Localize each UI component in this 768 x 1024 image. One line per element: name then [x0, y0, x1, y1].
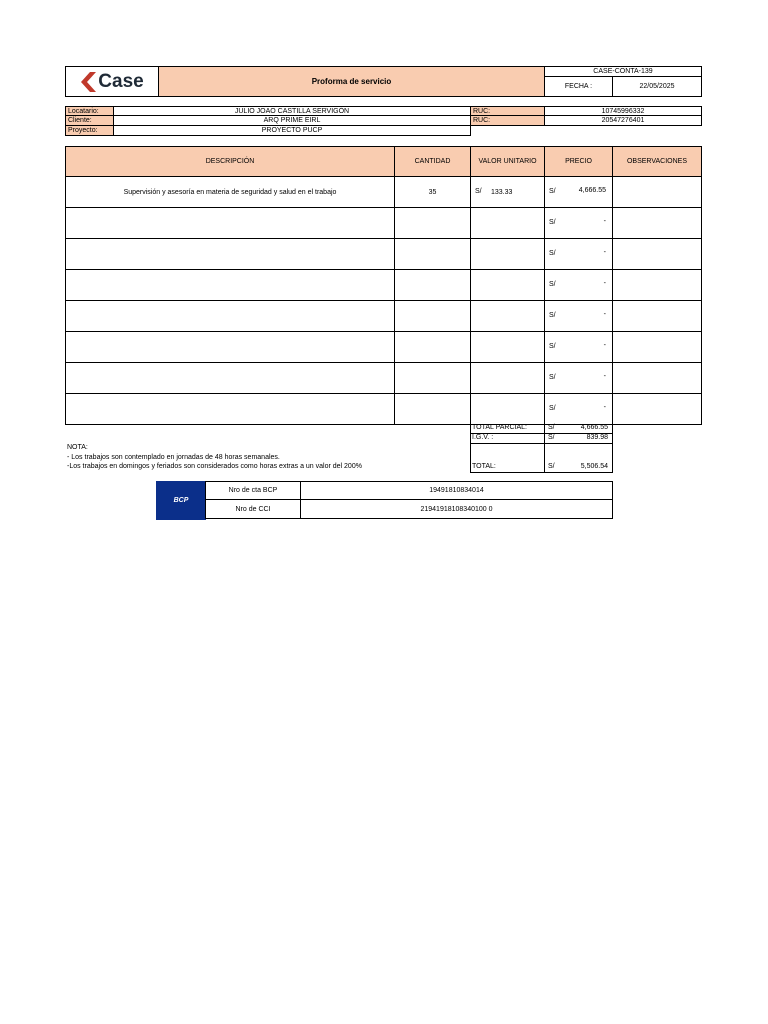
proyecto-label: Proyecto:	[65, 125, 114, 136]
currency-symbol: S/	[548, 463, 555, 470]
row-precio: -	[603, 280, 606, 287]
cliente-value: ARQ PRIME EIRL	[113, 115, 471, 126]
cell-observaciones	[612, 238, 702, 270]
igv-label: I.G.V. :	[472, 434, 494, 441]
cell-cantidad	[394, 393, 471, 425]
row-valor-unitario: 133.33	[491, 189, 513, 196]
cell-descripcion	[65, 362, 395, 394]
row-cantidad: 35	[428, 188, 437, 196]
header-precio: PRECIO	[544, 146, 613, 177]
locatario-label: Locatario:	[65, 106, 114, 116]
cell-precio	[544, 331, 613, 363]
cell-valor-unitario	[470, 238, 545, 270]
totals-divider	[544, 423, 545, 473]
ruc1-label: RUC:	[470, 106, 545, 116]
totals-line	[470, 443, 613, 444]
cell-descripcion	[65, 300, 395, 332]
row-precio: 4,666.55	[578, 187, 606, 194]
cell-valor-unitario	[470, 176, 545, 208]
case-logo-icon	[80, 72, 96, 92]
ruc2-value: 20547276401	[544, 115, 702, 126]
cell-precio	[544, 362, 613, 394]
cell-descripcion	[65, 238, 395, 270]
cell-descripcion	[65, 269, 395, 301]
cci-value: 21941918108340100 0	[300, 499, 613, 519]
total-label: TOTAL:	[472, 463, 496, 470]
cell-observaciones	[612, 269, 702, 301]
nota-title: NOTA:	[67, 444, 88, 451]
row-precio: -	[603, 404, 606, 411]
cell-precio	[544, 207, 613, 239]
bcp-logo-text: BCP	[173, 497, 189, 504]
cell-cantidad	[394, 269, 471, 301]
currency-symbol: S/	[549, 312, 556, 319]
cci-label: Nro de CCI	[205, 499, 301, 519]
locatario-value: JULIO JOAO CASTILLA SERVIGÓN	[113, 106, 471, 116]
header-cantidad: CANTIDAD	[394, 146, 471, 177]
fecha-value: 22/05/2025	[612, 76, 702, 97]
fecha-label: FECHA :	[544, 76, 613, 97]
document-title: Proforma de servicio	[158, 66, 545, 97]
cell-valor-unitario	[470, 393, 545, 425]
cell-descripcion	[65, 207, 395, 239]
cell-precio	[544, 393, 613, 425]
row-precio: -	[603, 218, 606, 225]
cell-descripcion	[65, 393, 395, 425]
cell-observaciones	[612, 300, 702, 332]
row-precio: -	[603, 311, 606, 318]
row-precio: -	[603, 342, 606, 349]
header-valor-unitario: VALOR UNITARIO	[470, 146, 545, 177]
cell-observaciones	[612, 207, 702, 239]
bcp-logo	[156, 481, 206, 520]
header-observaciones: OBSERVACIONES	[612, 146, 702, 177]
currency-symbol: S/	[549, 250, 556, 257]
currency-symbol: S/	[549, 343, 556, 350]
row-descripcion: Supervisión y asesoría en materia de seguridad y salud en el trabajo	[123, 188, 337, 196]
cta-label: Nro de cta BCP	[205, 481, 301, 500]
ruc1-value: 10745996332	[544, 106, 702, 116]
cell-valor-unitario	[470, 269, 545, 301]
cell-precio	[544, 176, 613, 208]
cell-valor-unitario	[470, 207, 545, 239]
cell-precio	[544, 238, 613, 270]
cell-descripcion	[65, 331, 395, 363]
logo-box	[65, 66, 159, 97]
logo-text: Case	[98, 70, 144, 92]
currency-symbol: S/	[549, 405, 556, 412]
row-precio: -	[603, 249, 606, 256]
currency-symbol: S/	[548, 424, 555, 431]
cell-valor-unitario	[470, 300, 545, 332]
total-parcial-label: TOTAL PARCIAL:	[472, 424, 527, 431]
currency-symbol: S/	[549, 281, 556, 288]
cell-precio	[544, 269, 613, 301]
cell-valor-unitario	[470, 331, 545, 363]
currency-symbol: S/	[549, 188, 556, 195]
nota-line-2: -Los trabajos en domingos y feriados son considerados como horas extras a un valor del 200%	[67, 463, 362, 470]
cliente-label: Cliente:	[65, 115, 114, 126]
cell-observaciones	[612, 176, 702, 208]
cell-precio	[544, 300, 613, 332]
cell-cantidad	[394, 176, 471, 208]
document-code: CASE-CONTA-139	[544, 66, 702, 77]
igv-value: 839.98	[586, 434, 608, 441]
ruc2-label: RUC:	[470, 115, 545, 126]
header-descripcion: DESCRIPCIÓN	[65, 146, 395, 177]
cell-cantidad	[394, 300, 471, 332]
cta-value: 19491810834014	[300, 481, 613, 500]
cell-observaciones	[612, 331, 702, 363]
proyecto-value: PROYECTO PUCP	[113, 125, 471, 136]
cell-cantidad	[394, 331, 471, 363]
currency-symbol: S/	[475, 188, 482, 195]
cell-cantidad	[394, 207, 471, 239]
currency-symbol: S/	[549, 219, 556, 226]
currency-symbol: S/	[549, 374, 556, 381]
cell-cantidad	[394, 362, 471, 394]
total-value: 5,506.54	[580, 463, 608, 470]
nota-line-1: - Los trabajos son contemplado en jornadas de 48 horas semanales.	[67, 454, 280, 461]
cell-valor-unitario	[470, 362, 545, 394]
cell-descripcion	[65, 176, 395, 208]
row-precio: -	[603, 373, 606, 380]
total-parcial-value: 4,666.55	[580, 424, 608, 431]
currency-symbol: S/	[548, 434, 555, 441]
cell-observaciones	[612, 393, 702, 425]
cell-observaciones	[612, 362, 702, 394]
cell-cantidad	[394, 238, 471, 270]
